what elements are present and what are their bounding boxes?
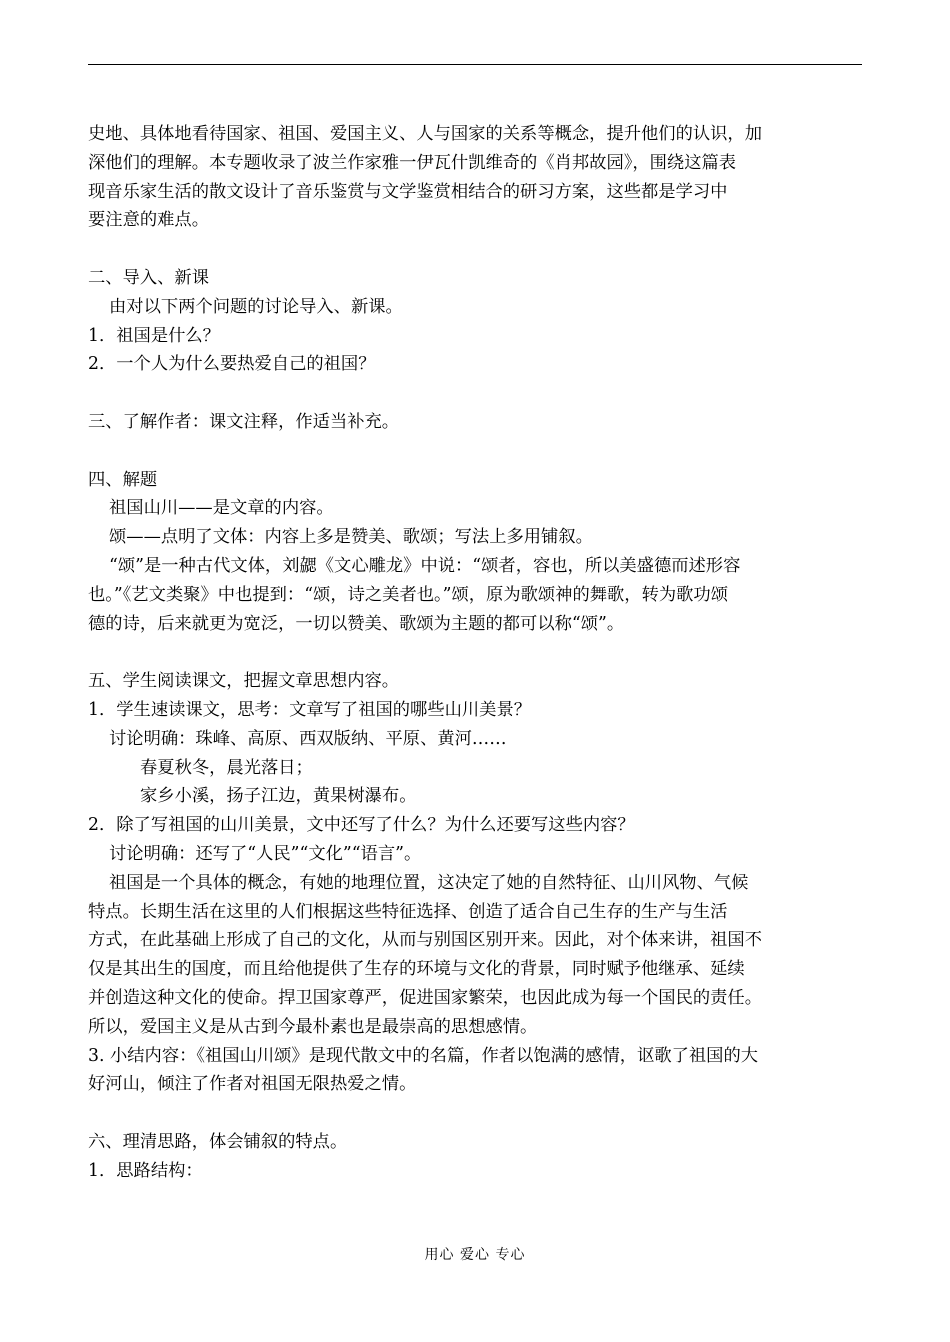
ode-paragraph — [88, 552, 864, 638]
text-line: 要注意的难点。 — [88, 210, 209, 231]
text-line: 特点。长期生活在这里的人们根据这些特征选择、创造了适合自己生存的生产与生活 — [88, 901, 728, 922]
section-heading-4: 四、解题 — [88, 469, 158, 490]
reading-question-1: 1．学生速读课文，思考：文章写了祖国的哪些山川美景？ — [88, 699, 532, 720]
document-body — [88, 120, 864, 1185]
text-line: 现音乐家生活的散文设计了音乐鉴赏与文学鉴赏相结合的研习方案，这些都是学习中 — [88, 181, 728, 202]
text-line: 也。”《艺文类聚》中也提到：“颂，诗之美者也。”颂，原为歌颂神的舞歌，转为歌功颂 — [88, 584, 728, 605]
answer-1-line-2: 春夏秋冬，晨光落日； — [140, 757, 313, 778]
structure-item-1: 1．思路结构： — [88, 1160, 203, 1181]
text-line: 好河山，倾注了作者对祖国无限热爱之情。 — [88, 1074, 417, 1095]
section2-lead: 由对以下两个问题的讨论导入、新课。 — [109, 296, 403, 317]
answer-2: 讨论明确：还写了“人民”“文化”“语言”。 — [109, 843, 422, 864]
text-line: 并创造这种文化的使命。捍卫国家尊严，促进国家繁荣，也因此成为每一个国民的责任。 — [88, 987, 762, 1008]
text-line: “颂”是一种古代文体，刘勰《文心雕龙》中说：“颂者，容也，所以美盛德而述形容 — [109, 555, 741, 576]
section-heading-2: 二、导入、新课 — [88, 267, 209, 288]
title-explain-line-1: 祖国山川——是文章的内容。 — [109, 498, 334, 519]
text-line: 方式，在此基础上形成了自己的文化，从而与别国区别开来。因此，对个体来讲，祖国不 — [88, 930, 762, 951]
title-explain-line-2: 颂——点明了文体：内容上多是赞美、歌颂；写法上多用铺叙。 — [109, 527, 593, 548]
motherland-paragraph — [88, 869, 864, 1042]
answer-1: 讨论明确：珠峰、高原、西双版纳、平原、黄河…… — [109, 728, 507, 749]
text-line: 德的诗，后来就更为宽泛，一切以赞美、歌颂为主题的都可以称“颂”。 — [88, 613, 625, 634]
page-footer: 用心 爱心 专心 — [424, 1247, 526, 1263]
header-rule — [88, 64, 862, 65]
question-1: 1．祖国是什么？ — [88, 325, 220, 346]
text-line: 史地、具体地看待国家、祖国、爱国主义、人与国家的关系等概念，提升他们的认识，加 — [88, 124, 762, 144]
text-line: 3. 小结内容：《祖国山川颂》是现代散文中的名篇，作者以饱满的感情，讴歌了祖国的大 — [88, 1045, 759, 1066]
section-heading-3: 三、了解作者：课文注释，作适当补充。 — [88, 411, 400, 432]
text-line: 所以，爱国主义是从古到今最朴素也是最崇高的思想感情。 — [88, 1016, 538, 1037]
section-heading-5: 五、学生阅读课文，把握文章思想内容。 — [88, 671, 400, 692]
question-2: 2．一个人为什么要热爱自己的祖国？ — [88, 354, 376, 375]
intro-paragraph — [88, 120, 864, 235]
text-line: 仅是其出生的国度，而且给他提供了生存的环境与文化的背景，同时赋予他继承、延续 — [88, 959, 745, 980]
text-line: 深他们的理解。本专题收录了波兰作家雅一伊瓦什凯维奇的《肖邦故园》，围绕这篇表 — [88, 152, 737, 173]
summary-paragraph — [88, 1042, 864, 1100]
text-line: 祖国是一个具体的概念，有她的地理位置，这决定了她的自然特征、山川风物、气候 — [109, 872, 749, 893]
section-heading-6: 六、理清思路，体会铺叙的特点。 — [88, 1131, 348, 1152]
reading-question-2: 2．除了写祖国的山川美景，文中还写了什么？为什么还要写这些内容？ — [88, 815, 635, 836]
answer-1-line-3: 家乡小溪，扬子江边，黄果树瀑布。 — [140, 786, 417, 807]
